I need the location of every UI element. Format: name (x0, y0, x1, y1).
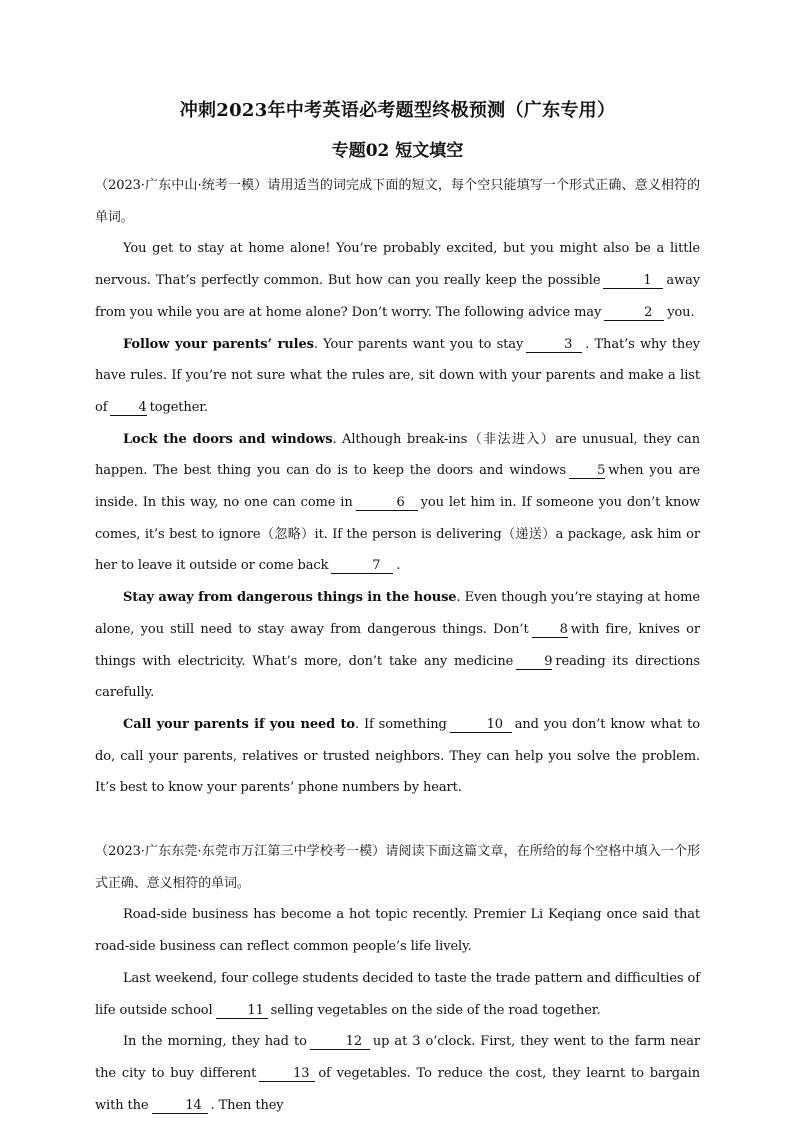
passage2-paragraph-3: In the morning, they had to 12 up at 3 o’clock. First, they went to the farm near the city to buy different 13 of vegetables. To reduce the cost, they learnt to bargain with the 14 . Then they (95, 1034, 700, 1113)
blank-2: 2 (604, 306, 664, 321)
passage2-source: （2023·广东东莞·东莞市万江第三中学校考一模）请阅读下面这篇文章，在所给的每个空格中填入一个形式正确、意义相符的单词。 (95, 844, 700, 891)
heading-stay-away: Stay away from dangerous things in the house (123, 590, 457, 606)
passage1-paragraph-4: Stay away from dangerous things in the house. Even though you’re staying at home alone, you still need to stay away from dangerous things. Don’t 8 with fire, knives or things with electricity. What’s more, don’t take any medicine 9 reading its directions carefully. (95, 590, 701, 701)
blank-8: 8 (532, 623, 568, 638)
passage2-paragraph-2: Last weekend, four college students decided to taste the trade pattern and difficulties of life outside school 11 selling vegetables on the side of the road together. (95, 970, 700, 1018)
heading-lock-doors: Lock the doors and windows (123, 431, 333, 447)
document-subtitle: 专题02 短文填空 (331, 141, 464, 161)
passage1-paragraph-2: Follow your parents’ rules. Your parents want you to stay 3 . That’s why they have rules. If you’re not sure what the rules are, sit down with your parents and make a list of 4 together. (95, 336, 700, 415)
blank-13: 13 (259, 1067, 315, 1082)
blank-7: 7 (331, 559, 393, 574)
blank-10: 10 (450, 718, 512, 733)
blank-12: 12 (310, 1035, 370, 1050)
blank-1: 1 (603, 274, 663, 289)
blank-5: 5 (569, 464, 605, 479)
blank-9: 9 (516, 655, 552, 670)
heading-call-parents: Call your parents if you need to (123, 716, 355, 732)
blank-14: 14 (152, 1099, 208, 1114)
blank-3: 3 (526, 338, 582, 353)
passage1-paragraph-1: You get to stay at home alone! You’re probably excited, but you might also be a little nervous. That’s perfectly common. But how can you really keep the possible 1 away from you while you are at home alone? Don’t worry. The following advice may 2 you. (95, 241, 700, 320)
blank-4: 4 (110, 401, 146, 416)
document-page (95, 96, 700, 1121)
passage1-paragraph-5: Call your parents if you need to. If something 10 and you don’t know what to do, call your parents, relatives or trusted neighbors. They can help you solve the problem. It’s best to know your parents’ phone numbers by heart. (95, 716, 700, 796)
blank-11: 11 (216, 1004, 268, 1019)
passage1-paragraph-3: Lock the doors and windows. Although break-ins（非法进入）are unusual, they can happen. The best thing you can do is to keep the doors and windows 5 when you are inside. In this way, no one can come in 6 you let him in. If someone you don’t know comes, it’s best to ignore（忽略）it. If the person is delivering（递送）a package, ask him or her to leave it outside or come back 7 . (95, 431, 700, 574)
heading-follow-rules: Follow your parents’ rules (123, 336, 314, 352)
passage2-paragraph-1: Road-side business has become a hot topic recently. Premier Li Keqiang once said that road-side business can reflect common people’s life lively. (95, 907, 700, 955)
blank-6: 6 (356, 496, 418, 511)
document-title: 冲刺2023年中考英语必考题型终极预测（广东专用） (179, 100, 616, 121)
passage1-source: （2023·广东中山·统考一模）请用适当的词完成下面的短文，每个空只能填写一个形式正确、意义相符的单词。 (95, 178, 700, 225)
